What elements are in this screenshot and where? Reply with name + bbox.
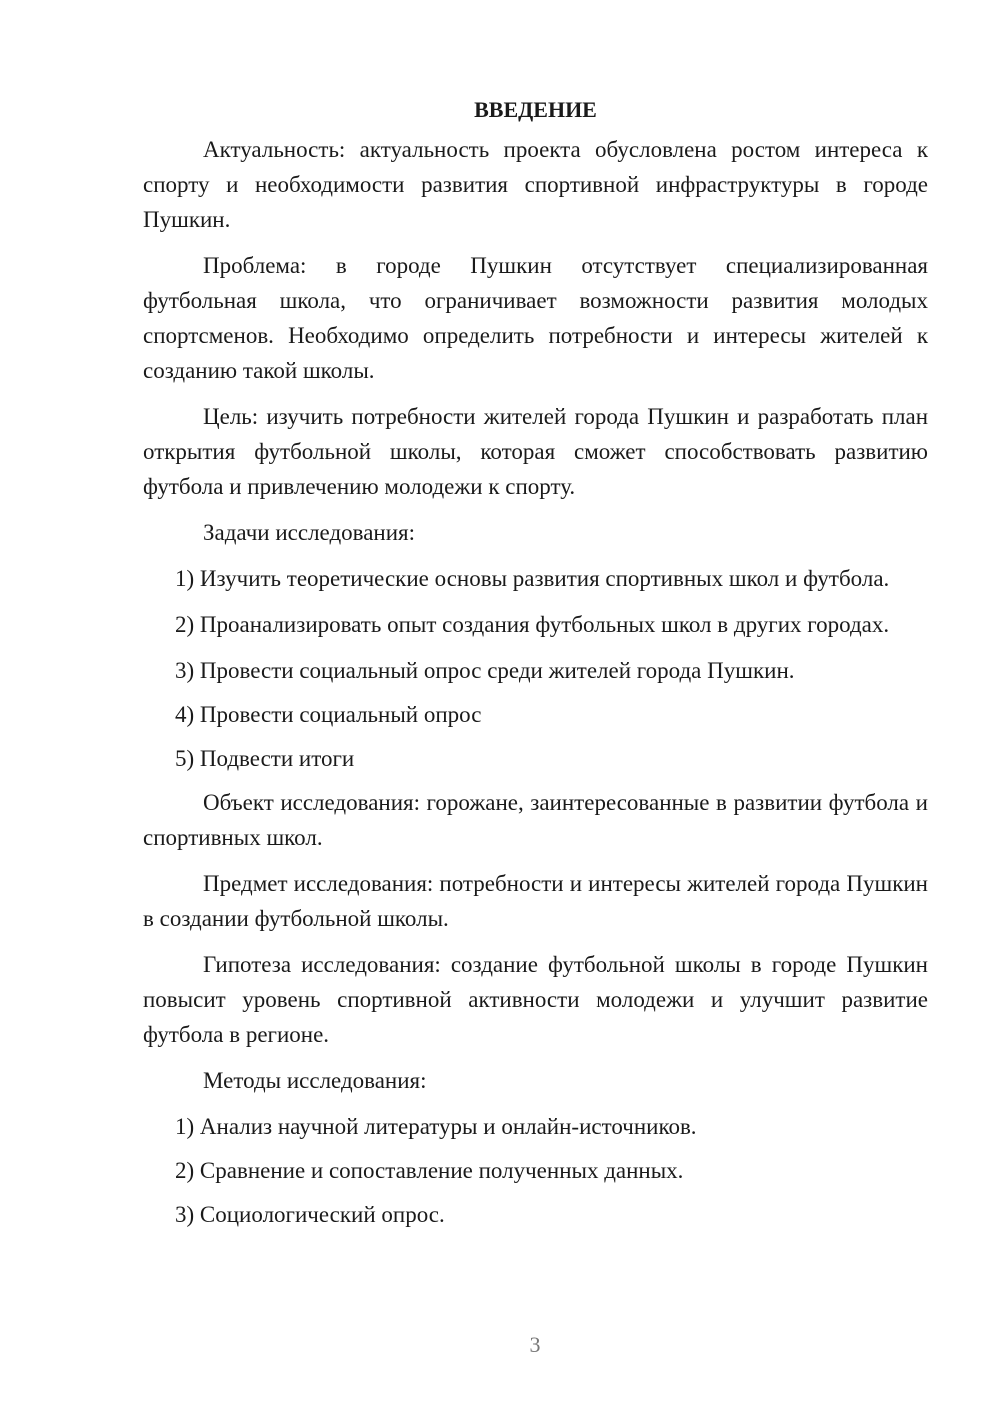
page-number: 3 [529,1332,541,1357]
method-item-3: 3) Социологический опрос. [175,1202,445,1227]
object-paragraph: Объект исследования: горожане, заинтересованные в развитии футбола и спортивных школ. [143,790,928,850]
methods-heading: Методы исследования: [203,1068,427,1093]
method-item-2: 2) Сравнение и сопоставление полученных данных. [175,1158,684,1183]
page-title: ВВЕДЕНИЕ [474,97,597,122]
hypothesis-paragraph: Гипотеза исследования: создание футбольной школы в городе Пушкин повысит уровень спортивной активности молодежи и улучшит развитие футбола в регионе. [143,952,928,1047]
page-content [143,92,928,1241]
subject-paragraph: Предмет исследования: потребности и интересы жителей города Пушкин в создании футбольной школы. [143,871,928,931]
task-item-5: 5) Подвести итоги [175,746,355,771]
method-item-1: 1) Анализ научной литературы и онлайн-источников. [175,1114,697,1139]
task-item-4: 4) Провести социальный опрос [175,702,482,727]
tasks-heading: Задачи исследования: [203,520,416,545]
task-item-3: 3) Провести социальный опрос среди жителей города Пушкин. [175,658,795,683]
problem-paragraph: Проблема: в городе Пушкин отсутствует специализированная футбольная школа, что ограничивает возможности развития молодых спортсменов. Необходимо определить потребности и интересы жителей к созданию такой школы. [143,253,928,383]
task-item-1: 1) Изучить теоретические основы развития спортивных школ и футбола. [175,566,890,591]
task-item-2: 2) Проанализировать опыт создания футбольных школ в других городах. [175,612,890,637]
relevance-paragraph: Актуальность: актуальность проекта обусловлена ростом интереса к спорту и необходимости развития спортивной инфраструктуры в городе Пушкин. [143,137,928,232]
goal-paragraph: Цель: изучить потребности жителей города Пушкин и разработать план открытия футбольной школы, которая сможет способствовать развитию футбола и привлечению молодежи к спорту. [143,404,928,499]
